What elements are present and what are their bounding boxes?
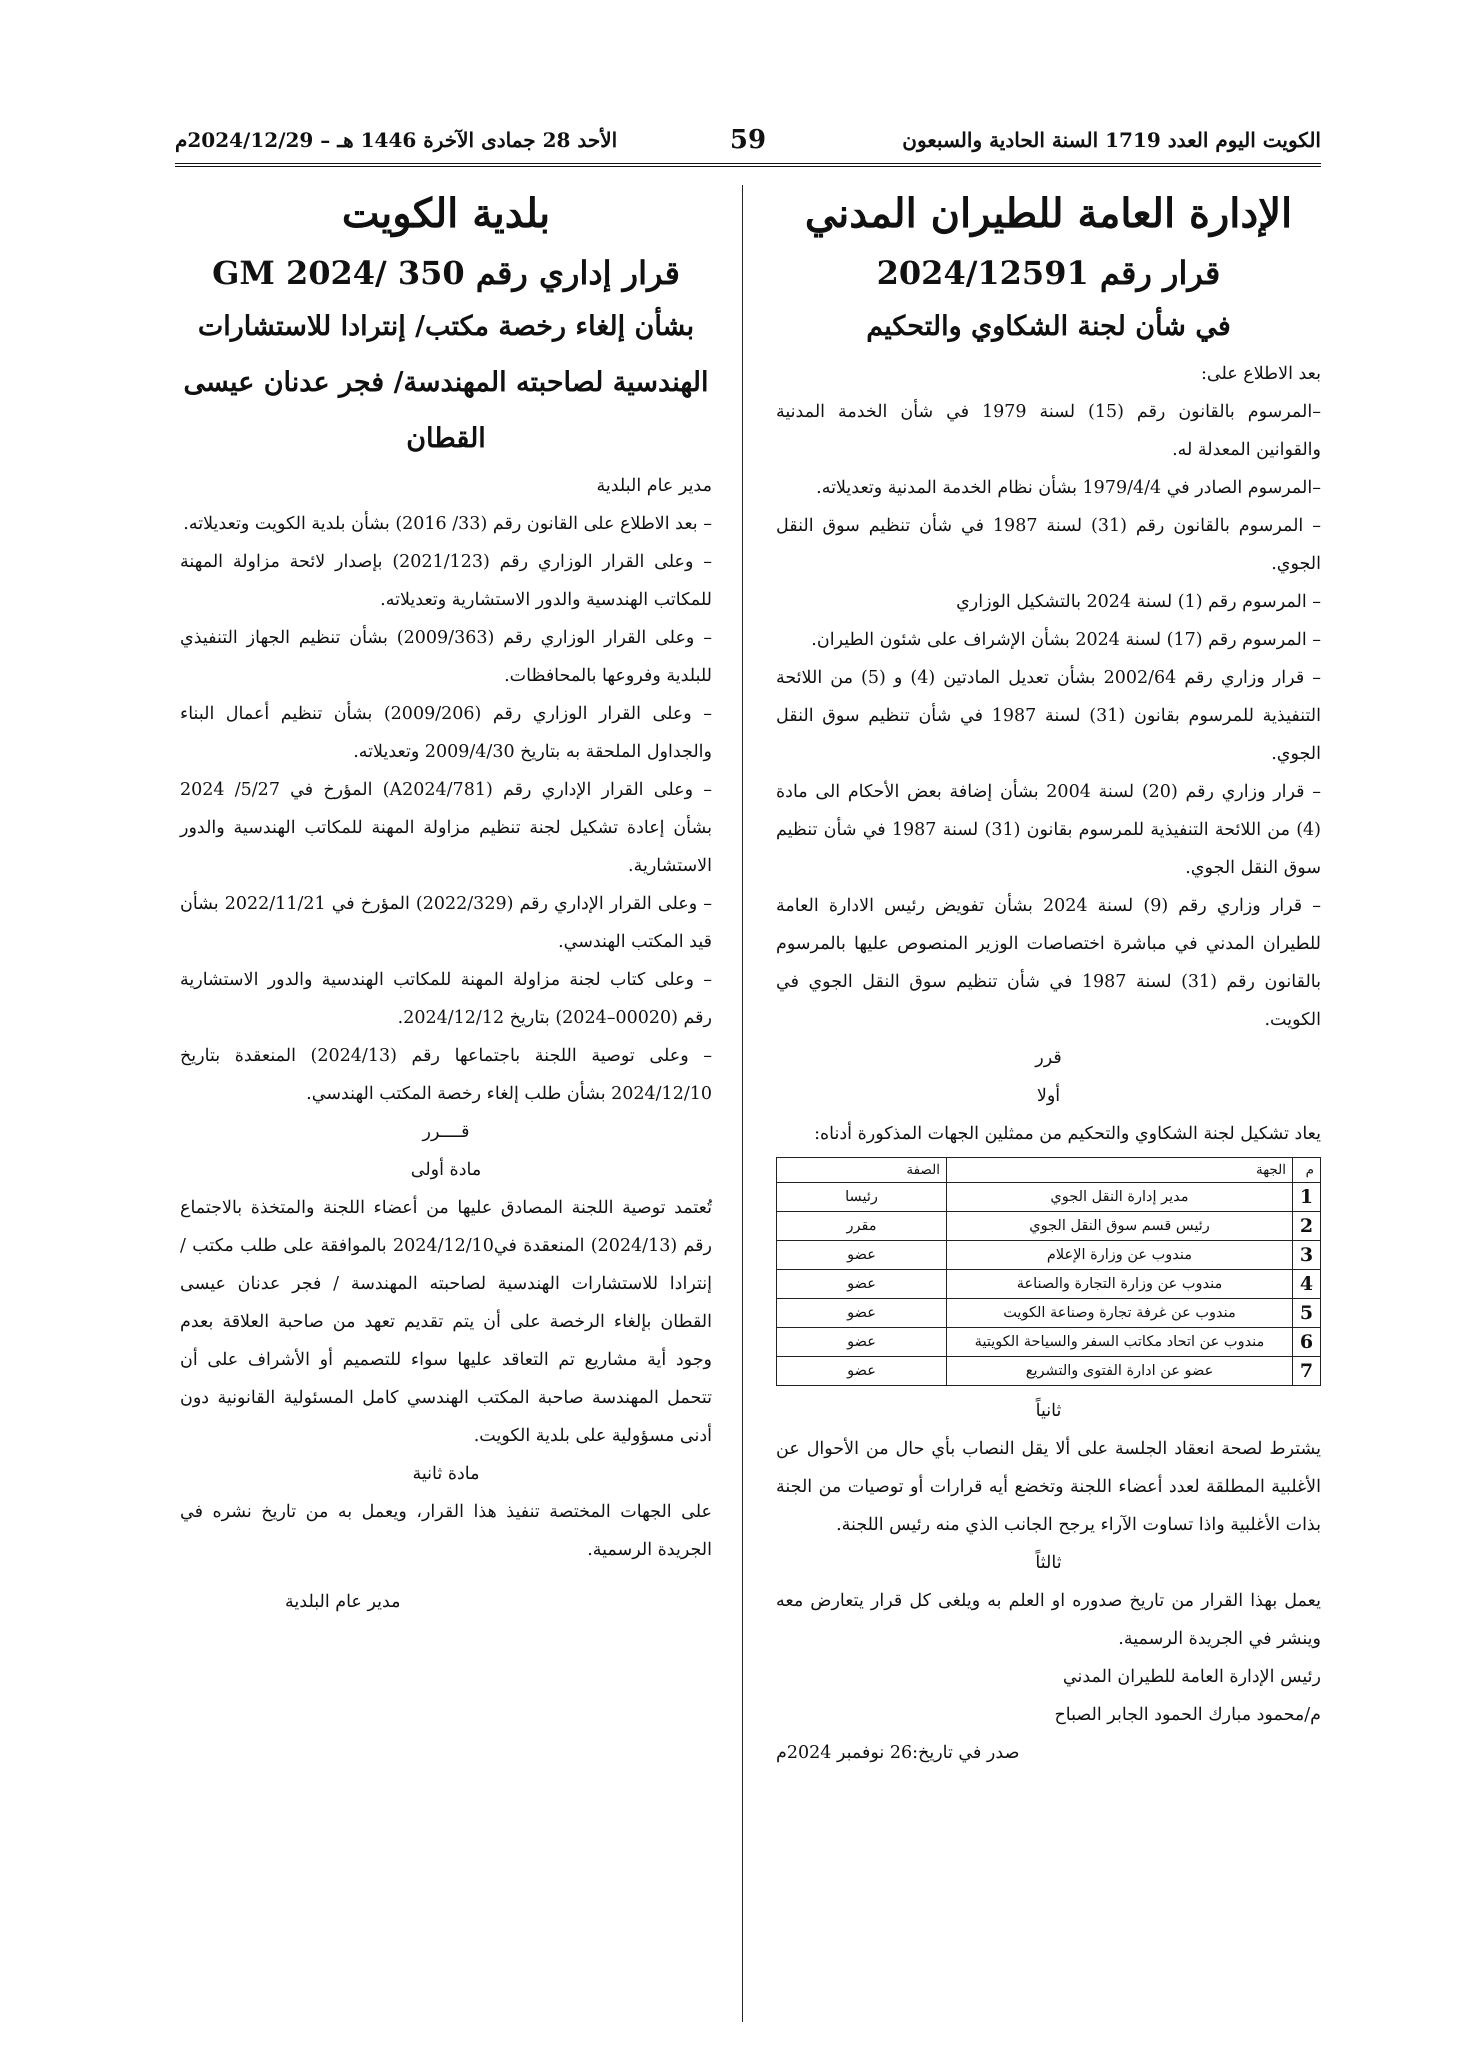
column-divider <box>742 185 743 2022</box>
row-number: 3 <box>1293 1241 1321 1270</box>
preamble-line: – وعلى القرار الوزاري رقم (2009/206) بشأن تنظيم أعمال البناء والجداول الملحقة به بتاريخ 2009/4/30 وتعديلاته. <box>180 704 712 762</box>
civil-aviation-decision <box>776 185 1321 1772</box>
preamble-line: – بعد الاطلاع على القانون رقم (33/ 2016) بشأن بلدية الكويت وتعديلاته. <box>183 514 712 534</box>
decision-subject: بشأن إلغاء رخصة مكتب/ إنترادا للاستشارات <box>197 311 695 342</box>
row-number: 5 <box>1293 1299 1321 1328</box>
row-entity: مندوب عن وزارة التجارة والصناعة <box>947 1270 1293 1299</box>
row-entity: رئيس قسم سوق النقل الجوي <box>947 1212 1293 1241</box>
preamble-line: – المرسوم بالقانون رقم (31) لسنة 1987 في شأن تنظيم سوق النقل الجوي. <box>776 516 1322 574</box>
decided-heading: قــــرر <box>422 1122 470 1142</box>
clause-heading: ثالثاً <box>1035 1553 1062 1573</box>
preamble-line: – قرار وزاري رقم (20) لسنة 2004 بشأن إضافة بعض الأحكام الى مادة (4) من اللائحة التنفيذية للمرسوم بقانون (31) لسنة 1987 في شأن تنظيم سوق النقل الجوي. <box>776 782 1321 878</box>
header-issue-info: الكويت اليوم العدد 1719 السنة الحادية والسبعون <box>902 128 1321 152</box>
preamble-line: –المرسوم بالقانون رقم (15) لسنة 1979 في شأن الخدمة المدنية والقوانين المعدلة له. <box>776 402 1321 460</box>
section-title: الإدارة العامة للطيران المدني <box>804 190 1293 237</box>
row-entity: مندوب عن اتحاد مكاتب السفر والسياحة الكويتية <box>947 1328 1293 1357</box>
preamble-line: – وعلى القرار الوزاري رقم (2009/363) بشأن تنظيم الجهاز التنفيذي للبلدية وفروعها بالمحافظات. <box>180 628 712 686</box>
preamble-line: – وعلى توصية اللجنة باجتماعها رقم (2024/13) المنعقدة بتاريخ 2024/12/10 بشأن طلب إلغاء رخصة المكتب الهندسي. <box>180 1046 713 1104</box>
preamble-line: – وعلى القرار الوزاري رقم (2021/123) بإصدار لائحة مزاولة المهنة للمكاتب الهندسية والدور الاستشارية وتعديلاته. <box>180 552 712 610</box>
preamble-line: – وعلى القرار الإداري رقم (2022/329) المؤرخ في 2022/11/21 بشأن قيد المكتب الهندسي. <box>180 894 712 952</box>
decided-heading: قرر <box>1035 1048 1062 1068</box>
issuer: مدير عام البلدية <box>596 476 712 496</box>
preamble-line: – المرسوم رقم (17) لسنة 2024 بشأن الإشراف على شئون الطيران. <box>811 630 1321 650</box>
page-header <box>175 118 1321 162</box>
row-number: 7 <box>1293 1357 1321 1386</box>
row-entity: مندوب عن وزارة الإعلام <box>947 1241 1293 1270</box>
table-row <box>777 1212 1321 1241</box>
decision-subject: القطان <box>406 423 486 454</box>
issue-date: صدر في تاريخ:26 نوفمبر 2024م <box>776 1743 1020 1763</box>
clause-text: يعاد تشكيل لجنة الشكاوي والتحكيم من ممثلين الجهات المذكورة أدناه: <box>814 1124 1321 1144</box>
clause-text: يعمل بهذا القرار من تاريخ صدوره او العلم به ويلغى كل قرار يتعارض معه وينشر في الجريدة الرسمية. <box>776 1591 1321 1649</box>
column-header-num: م <box>1293 1158 1321 1183</box>
table-row <box>777 1241 1321 1270</box>
row-number: 4 <box>1293 1270 1321 1299</box>
row-entity: مندوب عن غرفة تجارة وصناعة الكويت <box>947 1299 1293 1328</box>
committee-table <box>776 1157 1321 1386</box>
decision-number: قرار رقم 2024/12591 <box>876 254 1221 292</box>
table-row <box>777 1270 1321 1299</box>
signer-title: رئيس الإدارة العامة للطيران المدني <box>1062 1667 1321 1687</box>
clause-heading: ثانياً <box>1035 1401 1062 1421</box>
row-role: عضو <box>777 1328 947 1357</box>
row-role: عضو <box>777 1299 947 1328</box>
row-role: عضو <box>777 1357 947 1386</box>
column-header-role: الصفة <box>777 1158 947 1183</box>
table-row <box>777 1328 1321 1357</box>
clause-heading: أولا <box>1036 1086 1061 1106</box>
row-number: 2 <box>1293 1212 1321 1241</box>
section-title: بلدية الكويت <box>341 190 551 237</box>
decision-subject: الهندسية لصاحبته المهندسة/ فجر عدنان عيسى <box>183 367 709 398</box>
row-number: 6 <box>1293 1328 1321 1357</box>
clause-text: يشترط لصحة انعقاد الجلسة على ألا يقل النصاب بأي حال من الأحوال عن الأغلبية المطلقة لعدد أعضاء اللجنة وتخضع أيه قرارات أو توصيات من الجنة بذات الأغلبية واذا تساوت الآراء يرجح الجانب الذي منه رئيس اللجنة. <box>776 1439 1321 1535</box>
preamble-line: بعد الاطلاع على: <box>1201 364 1321 384</box>
row-number: 1 <box>1293 1183 1321 1212</box>
page-number: 59 <box>729 125 767 155</box>
decision-subject: في شأن لجنة الشكاوي والتحكيم <box>866 311 1231 342</box>
row-role: رئيسا <box>777 1183 947 1212</box>
table-header-row <box>777 1158 1321 1183</box>
row-entity: مدير إدارة النقل الجوي <box>947 1183 1293 1212</box>
article-heading: مادة ثانية <box>412 1464 480 1484</box>
signature: مدير عام البلدية <box>285 1592 401 1612</box>
table-row <box>777 1299 1321 1328</box>
preamble-line: – قرار وزاري رقم (9) لسنة 2024 بشأن تفويض رئيس الادارة العامة للطيران المدني في مباشرة اختصاصات الوزير المنصوص عليها بالمرسوم بالقانون رقم (31) لسنة 1987 في شأن تنظيم سوق النقل الجوي في الكويت. <box>776 896 1322 1030</box>
municipality-decision <box>180 185 712 1621</box>
preamble-line: – وعلى كتاب لجنة مزاولة المهنة للمكاتب الهندسية والدور الاستشارية رقم (00020–2024) بتاريخ 2024/12/12. <box>180 970 712 1028</box>
header-rule <box>175 163 1321 168</box>
column-header-entity: الجهة <box>947 1158 1293 1183</box>
row-role: عضو <box>777 1270 947 1299</box>
article-text: على الجهات المختصة تنفيذ هذا القرار، ويعمل به من تاريخ نشره في الجريدة الرسمية. <box>180 1502 712 1560</box>
preamble-line: – المرسوم رقم (1) لسنة 2024 بالتشكيل الوزاري <box>956 592 1321 612</box>
table-row <box>777 1357 1321 1386</box>
preamble-line: –المرسوم الصادر في 1979/4/4 بشأن نظام الخدمة المدنية وتعديلاته. <box>816 478 1321 498</box>
decision-number: قرار إداري رقم 350 /GM 2024 <box>212 254 680 292</box>
table-row <box>777 1183 1321 1212</box>
article-heading: مادة أولى <box>410 1160 482 1180</box>
signer-name: م/محمود مبارك الحمود الجابر الصباح <box>1054 1705 1321 1725</box>
row-entity: عضو عن ادارة الفتوى والتشريع <box>947 1357 1293 1386</box>
preamble-line: – وعلى القرار الإداري رقم (A2024/781) المؤرخ في 5/27/ 2024 بشأن إعادة تشكيل لجنة تنظيم مزاولة المهنة للمكاتب الهندسية والدور الاستشارية. <box>180 780 712 876</box>
preamble-line: – قرار وزاري رقم 2002/64 بشأن تعديل المادتين (4) و (5) من اللائحة التنفيذية للمرسوم بقانون (31) لسنة 1987 في شأن تنظيم سوق النقل الجوي. <box>776 668 1322 764</box>
article-text: تُعتمد توصية اللجنة المصادق عليها من أعضاء اللجنة والمتخذة بالاجتماع رقم (2024/13) المنعقدة في2024/12/10 بالموافقة على طلب مكتب / إنترادا للاستشارات الهندسية لصاحبته المهندسة / فجر عدنان عيسى القطان بإلغاء الرخصة على أن يتم تقديم تعهد من صاحبة العلاقة بعدم وجود أية مشاريع تم التعاقد عليها سواء للتصميم أو الأشراف على أن تتحمل المهندسة صاحبة المكتب الهندسي كامل المسئولية القانونية دون أدنى مسؤولية على بلدية الكويت. <box>180 1198 712 1446</box>
row-role: عضو <box>777 1241 947 1270</box>
header-date: الأحد 28 جمادى الآخرة 1446 هـ – 2024/12/29م <box>175 128 618 152</box>
row-role: مقرر <box>777 1212 947 1241</box>
